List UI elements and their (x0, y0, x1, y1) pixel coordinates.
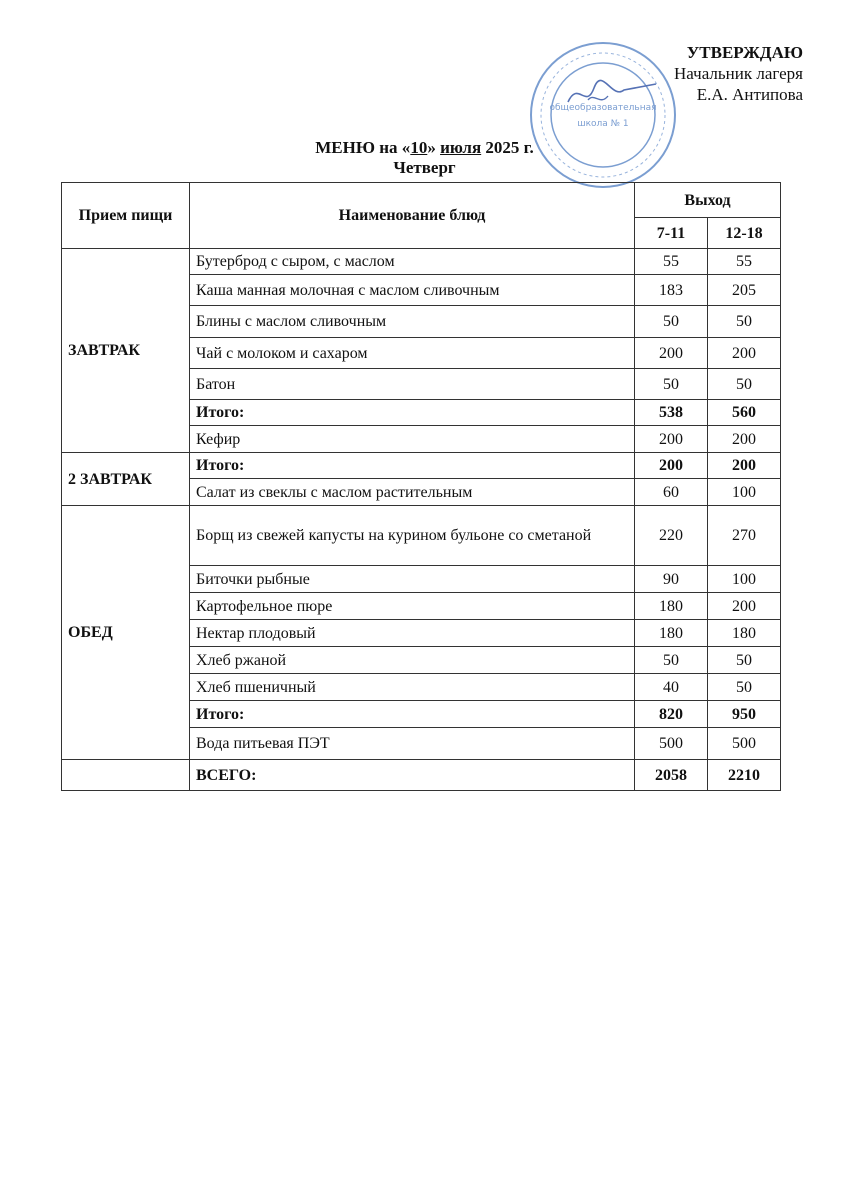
portion-7-11: 50 (635, 369, 708, 400)
meal-label: 2 ЗАВТРАК (62, 453, 190, 506)
portion-12-18: 50 (708, 306, 781, 338)
portion-12-18: 55 (708, 249, 781, 275)
table-row (62, 506, 781, 566)
portion-7-11: 183 (635, 275, 708, 306)
portion-7-11: 820 (635, 701, 708, 728)
dish-name: Каша манная молочная с маслом сливочным (190, 275, 635, 306)
dish-name: Хлеб пшеничный (190, 674, 635, 701)
menu-title-prefix: МЕНЮ на « (315, 138, 411, 157)
menu-year: 2025 г. (481, 138, 534, 157)
portion-7-11: 180 (635, 593, 708, 620)
portion-12-18: 500 (708, 728, 781, 760)
total-label: ВСЕГО: (190, 760, 635, 791)
dish-name: Бутерброд с сыром, с маслом (190, 249, 635, 275)
menu-table (61, 182, 781, 791)
total-12-18: 2210 (708, 760, 781, 791)
menu-heading (0, 138, 849, 178)
total-7-11: 2058 (635, 760, 708, 791)
menu-title (0, 138, 849, 158)
dish-name: Чай с молоком и сахаром (190, 338, 635, 369)
portion-7-11: 500 (635, 728, 708, 760)
portion-12-18: 205 (708, 275, 781, 306)
header-age-12-18: 12-18 (708, 218, 781, 249)
dish-name: Нектар плодовый (190, 620, 635, 647)
portion-12-18: 560 (708, 400, 781, 426)
dish-name: Блины с маслом сливочным (190, 306, 635, 338)
dish-name: Вода питьевая ПЭТ (190, 728, 635, 760)
portion-7-11: 60 (635, 479, 708, 506)
table-row (62, 249, 781, 275)
portion-12-18: 200 (708, 338, 781, 369)
meal-label: ЗАВТРАК (62, 249, 190, 453)
portion-7-11: 55 (635, 249, 708, 275)
approval-title: УТВЕРЖДАЮ (686, 43, 803, 62)
portion-12-18: 950 (708, 701, 781, 728)
svg-text:школа № 1: школа № 1 (577, 119, 629, 129)
menu-table-body (62, 249, 781, 791)
dish-name: Итого: (190, 701, 635, 728)
portion-12-18: 270 (708, 506, 781, 566)
header-dish: Наименование блюд (190, 183, 635, 249)
menu-day: 10 (410, 138, 428, 157)
portion-7-11: 200 (635, 426, 708, 453)
portion-12-18: 200 (708, 453, 781, 479)
menu-month: июля (440, 138, 482, 157)
portion-12-18: 50 (708, 647, 781, 674)
portion-7-11: 50 (635, 306, 708, 338)
portion-7-11: 538 (635, 400, 708, 426)
portion-7-11: 50 (635, 647, 708, 674)
dish-name: Картофельное пюре (190, 593, 635, 620)
portion-12-18: 50 (708, 369, 781, 400)
dish-name: Итого: (190, 453, 635, 479)
header-meal: Прием пищи (62, 183, 190, 249)
portion-7-11: 180 (635, 620, 708, 647)
dish-name: Борщ из свежей капусты на курином бульоне со сметаной (190, 506, 635, 566)
portion-7-11: 40 (635, 674, 708, 701)
portion-12-18: 100 (708, 479, 781, 506)
total-meal-label (62, 760, 190, 791)
dish-name: Батон (190, 369, 635, 400)
dish-name: Итого: (190, 400, 635, 426)
dish-name: Хлеб ржаной (190, 647, 635, 674)
approval-block (674, 42, 803, 105)
table-row (62, 453, 781, 479)
svg-text:общеобразовательная: общеобразовательная (549, 103, 657, 113)
approval-position: Начальник лагеря (674, 64, 803, 83)
portion-12-18: 200 (708, 593, 781, 620)
dish-name: Биточки рыбные (190, 566, 635, 593)
portion-12-18: 100 (708, 566, 781, 593)
dish-name: Салат из свеклы с маслом растительным (190, 479, 635, 506)
portion-7-11: 220 (635, 506, 708, 566)
meal-label: ОБЕД (62, 506, 190, 760)
portion-7-11: 200 (635, 453, 708, 479)
header-age-7-11: 7-11 (635, 218, 708, 249)
menu-weekday: Четверг (393, 158, 456, 177)
dish-name: Кефир (190, 426, 635, 453)
approval-name: Е.А. Антипова (696, 85, 803, 104)
portion-12-18: 200 (708, 426, 781, 453)
portion-12-18: 50 (708, 674, 781, 701)
header-output: Выход (635, 183, 781, 218)
total-row (62, 760, 781, 791)
portion-7-11: 90 (635, 566, 708, 593)
menu-title-mid: » (427, 138, 441, 157)
portion-7-11: 200 (635, 338, 708, 369)
portion-12-18: 180 (708, 620, 781, 647)
